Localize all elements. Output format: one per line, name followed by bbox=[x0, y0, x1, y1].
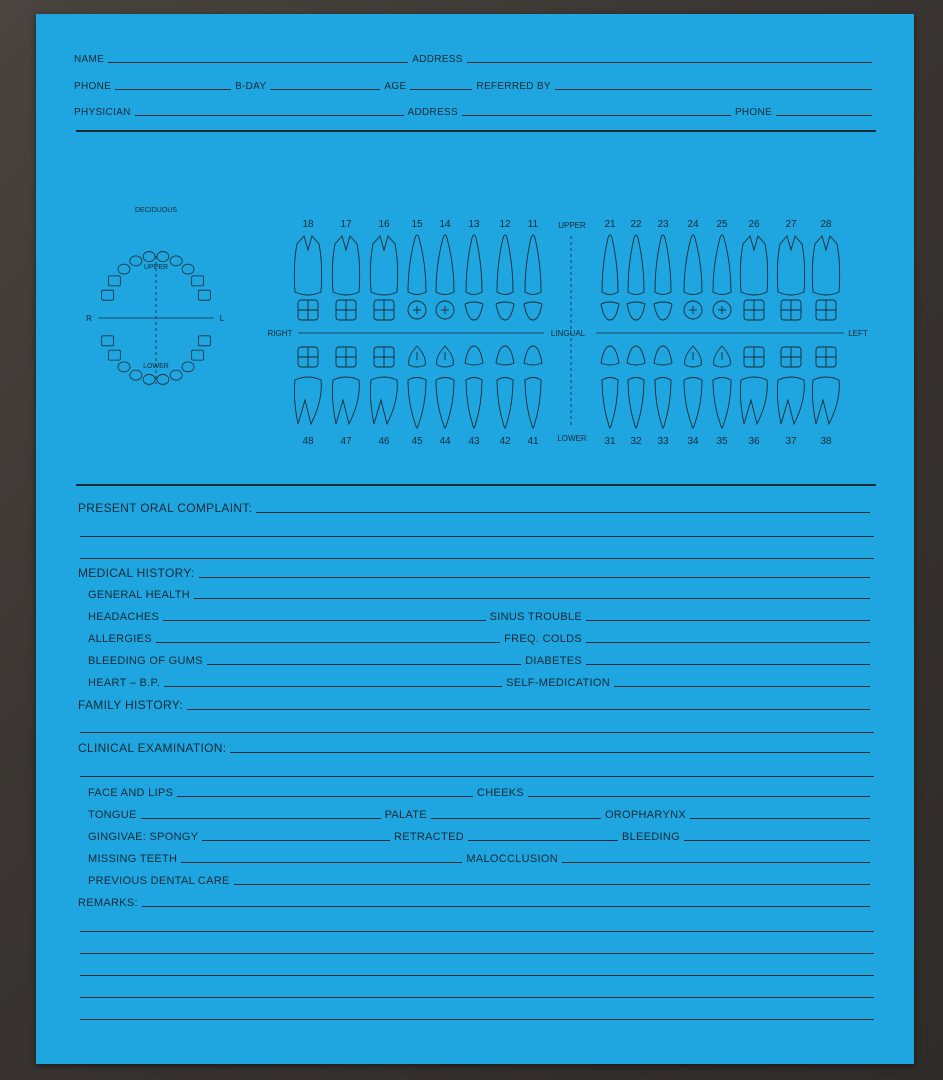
allergies-label: ALLERGIES bbox=[88, 633, 152, 645]
medical-history-label: MEDICAL HISTORY: bbox=[78, 566, 195, 580]
address-label: ADDRESS bbox=[412, 54, 463, 65]
allergies-field[interactable] bbox=[156, 641, 500, 643]
tooth-38[interactable] bbox=[812, 347, 839, 444]
tooth-46[interactable] bbox=[370, 347, 397, 444]
tooth-13[interactable] bbox=[465, 219, 483, 320]
tooth-number: 32 bbox=[630, 436, 642, 444]
remarks-label: REMARKS: bbox=[78, 897, 138, 909]
tooth-35[interactable] bbox=[713, 346, 731, 444]
upper-label: UPPER bbox=[558, 221, 586, 230]
tooth-number: 23 bbox=[657, 219, 669, 230]
missing-teeth-field[interactable] bbox=[181, 861, 462, 863]
physician-address-field[interactable] bbox=[462, 114, 731, 116]
tooth-number: 47 bbox=[340, 436, 352, 444]
tooth-28[interactable] bbox=[812, 219, 839, 320]
tooth-number: 27 bbox=[785, 219, 797, 230]
header-row-1 bbox=[74, 54, 876, 65]
remarks-field[interactable] bbox=[142, 905, 870, 907]
family-history-field[interactable] bbox=[187, 708, 870, 710]
tooth-18[interactable] bbox=[294, 219, 321, 320]
complaint-line-3[interactable] bbox=[80, 558, 874, 559]
tooth-number: 14 bbox=[439, 219, 451, 230]
tooth-number: 18 bbox=[302, 219, 314, 230]
deciduous-tooth[interactable] bbox=[198, 336, 210, 346]
complaint-line-2[interactable] bbox=[80, 536, 874, 537]
deciduous-tooth[interactable] bbox=[108, 276, 120, 286]
tooth-number: 37 bbox=[785, 436, 797, 444]
complaint-label: PRESENT ORAL COMPLAINT: bbox=[78, 501, 253, 515]
age-field[interactable] bbox=[410, 88, 472, 90]
headaches-row bbox=[88, 611, 874, 623]
bday-label: B-DAY bbox=[235, 81, 267, 92]
tooth-48[interactable] bbox=[294, 347, 321, 444]
freq-colds-label: FREQ. COLDS bbox=[504, 633, 582, 645]
remarks-line-4[interactable] bbox=[80, 975, 874, 976]
bleeding-gums-row bbox=[88, 655, 874, 667]
tooth-number: 42 bbox=[499, 436, 511, 444]
malocclusion-field[interactable] bbox=[562, 861, 870, 863]
face-lips-field[interactable] bbox=[177, 795, 473, 797]
clinical-exam-row bbox=[78, 741, 874, 755]
deciduous-tooth[interactable] bbox=[108, 350, 120, 360]
palate-field[interactable] bbox=[431, 817, 601, 819]
clinical-exam-line-2[interactable] bbox=[80, 776, 874, 777]
bday-field[interactable] bbox=[270, 88, 380, 90]
referred-by-field[interactable] bbox=[555, 88, 872, 90]
deciduous-tooth[interactable] bbox=[198, 290, 210, 300]
tooth-45[interactable] bbox=[408, 346, 426, 444]
phone-field[interactable] bbox=[115, 88, 231, 90]
malocclusion-label: MALOCCLUSION bbox=[466, 853, 558, 865]
tooth-number: 16 bbox=[378, 219, 390, 230]
previous-care-label: PREVIOUS DENTAL CARE bbox=[88, 875, 230, 887]
deciduous-tooth[interactable] bbox=[102, 290, 114, 300]
gingivae-row bbox=[88, 831, 874, 843]
bleeding-gums-label: BLEEDING OF GUMS bbox=[88, 655, 203, 667]
self-medication-field[interactable] bbox=[614, 685, 870, 687]
address-field[interactable] bbox=[467, 61, 872, 63]
tooth-number: 36 bbox=[748, 436, 760, 444]
headaches-label: HEADACHES bbox=[88, 611, 160, 623]
previous-care-row bbox=[88, 875, 874, 887]
tooth-17[interactable] bbox=[332, 219, 359, 320]
medical-history-field[interactable] bbox=[199, 576, 870, 578]
clinical-exam-label: CLINICAL EXAMINATION: bbox=[78, 741, 227, 755]
gingivae-spongy-label: GINGIVAE: SPONGY bbox=[88, 831, 199, 843]
bleeding-field[interactable] bbox=[684, 839, 870, 841]
tooth-47[interactable] bbox=[332, 347, 359, 444]
tooth-number: 34 bbox=[687, 436, 699, 444]
tooth-number: 26 bbox=[748, 219, 760, 230]
deciduous-tooth[interactable] bbox=[157, 374, 169, 384]
tooth-34[interactable] bbox=[684, 346, 702, 444]
tooth-11[interactable] bbox=[524, 219, 542, 320]
header-row-3 bbox=[74, 107, 876, 118]
tooth-number: 38 bbox=[820, 436, 832, 444]
complaint-row bbox=[78, 501, 874, 515]
tooth-36[interactable] bbox=[740, 347, 767, 444]
missing-teeth-row bbox=[88, 853, 874, 865]
tongue-row bbox=[88, 809, 874, 821]
physician-phone-label: PHONE bbox=[734, 107, 772, 118]
heart-bp-label: HEART – B.P. bbox=[88, 677, 161, 689]
deciduous-tooth[interactable] bbox=[143, 374, 155, 384]
face-lips-row bbox=[88, 787, 874, 799]
remarks-line-6[interactable] bbox=[80, 1019, 874, 1020]
retracted-label: RETRACTED bbox=[394, 831, 464, 843]
self-medication-label: SELF-MEDICATION bbox=[506, 677, 610, 689]
physician-phone-field[interactable] bbox=[776, 114, 872, 116]
cheeks-field[interactable] bbox=[528, 795, 870, 797]
chart-divider bbox=[76, 484, 876, 486]
tooth-33[interactable] bbox=[654, 346, 672, 444]
tooth-22[interactable] bbox=[627, 219, 645, 320]
right-label: RIGHT bbox=[267, 329, 293, 338]
clinical-exam-field[interactable] bbox=[230, 751, 870, 753]
tooth-number: 15 bbox=[411, 219, 423, 230]
deciduous-upper-label: UPPER bbox=[143, 264, 169, 271]
family-history-label: FAMILY HISTORY: bbox=[78, 698, 183, 712]
tooth-number: 11 bbox=[527, 219, 539, 230]
tooth-number: 43 bbox=[468, 436, 480, 444]
complaint-field[interactable] bbox=[256, 511, 870, 513]
tooth-14[interactable] bbox=[436, 219, 454, 319]
remarks-line-3[interactable] bbox=[80, 953, 874, 954]
oropharynx-label: OROPHARYNX bbox=[604, 809, 686, 821]
name-label: NAME bbox=[74, 54, 105, 65]
retracted-field[interactable] bbox=[468, 839, 618, 841]
phone-label: PHONE bbox=[74, 81, 112, 92]
tooth-number: 45 bbox=[411, 436, 423, 444]
remarks-row bbox=[78, 897, 874, 909]
deciduous-tooth[interactable] bbox=[157, 252, 169, 262]
tongue-field[interactable] bbox=[141, 817, 381, 819]
heart-bp-field[interactable] bbox=[164, 685, 502, 687]
tooth-number: 13 bbox=[468, 219, 480, 230]
tooth-24[interactable] bbox=[684, 219, 702, 319]
tooth-number: 12 bbox=[499, 219, 511, 230]
previous-care-field[interactable] bbox=[234, 883, 870, 885]
remarks-line-2[interactable] bbox=[80, 931, 874, 932]
referred-by-label: REFERRED BY bbox=[476, 81, 551, 92]
oropharynx-field[interactable] bbox=[690, 817, 870, 819]
physician-address-label: ADDRESS bbox=[407, 107, 458, 118]
tooth-15[interactable] bbox=[408, 219, 426, 319]
tooth-number: 35 bbox=[716, 436, 728, 444]
deciduous-tooth[interactable] bbox=[130, 370, 142, 380]
bleeding-label: BLEEDING bbox=[621, 831, 680, 843]
physician-label: PHYSICIAN bbox=[74, 107, 131, 118]
deciduous-tooth[interactable] bbox=[118, 362, 130, 372]
tooth-number: 44 bbox=[439, 436, 451, 444]
tooth-12[interactable] bbox=[496, 219, 514, 320]
cheeks-label: CHEEKS bbox=[476, 787, 524, 799]
heart-bp-row bbox=[88, 677, 874, 689]
general-health-field[interactable] bbox=[194, 597, 870, 599]
left-label: LEFT bbox=[848, 329, 868, 338]
tooth-37[interactable] bbox=[777, 347, 804, 444]
diabetes-field[interactable] bbox=[586, 663, 870, 665]
sinus-trouble-field[interactable] bbox=[586, 619, 870, 621]
header-row-2 bbox=[74, 81, 876, 92]
deciduous-tooth[interactable] bbox=[130, 256, 142, 266]
deciduous-tooth[interactable] bbox=[170, 256, 182, 266]
missing-teeth-label: MISSING TEETH bbox=[88, 853, 178, 865]
tooth-31[interactable] bbox=[601, 346, 619, 444]
tooth-number: 25 bbox=[716, 219, 728, 230]
header-divider bbox=[76, 130, 876, 132]
deciduous-tooth[interactable] bbox=[192, 350, 204, 360]
general-health-label: GENERAL HEALTH bbox=[88, 589, 191, 601]
bleeding-gums-field[interactable] bbox=[207, 663, 521, 665]
deciduous-tooth[interactable] bbox=[143, 252, 155, 262]
tooth-number: 46 bbox=[378, 436, 390, 444]
headaches-field[interactable] bbox=[163, 619, 485, 621]
deciduous-tooth[interactable] bbox=[170, 370, 182, 380]
tooth-32[interactable] bbox=[627, 346, 645, 444]
physician-field[interactable] bbox=[135, 114, 404, 116]
tooth-23[interactable] bbox=[654, 219, 672, 320]
tongue-label: TONGUE bbox=[88, 809, 137, 821]
diabetes-label: DIABETES bbox=[525, 655, 582, 667]
tooth-number: 21 bbox=[604, 219, 616, 230]
family-history-line-2[interactable] bbox=[80, 732, 874, 733]
tooth-number: 48 bbox=[302, 436, 314, 444]
dental-record-card bbox=[36, 14, 914, 1064]
tooth-number: 31 bbox=[604, 436, 616, 444]
gingivae-spongy-field[interactable] bbox=[202, 839, 390, 841]
tooth-number: 17 bbox=[340, 219, 352, 230]
face-lips-label: FACE AND LIPS bbox=[88, 787, 174, 799]
tooth-44[interactable] bbox=[436, 346, 454, 444]
deciduous-l-label: L bbox=[219, 314, 225, 323]
tooth-41[interactable] bbox=[524, 346, 542, 444]
tooth-43[interactable] bbox=[465, 346, 483, 444]
freq-colds-field[interactable] bbox=[586, 641, 870, 643]
remarks-line-5[interactable] bbox=[80, 997, 874, 998]
tooth-16[interactable] bbox=[370, 219, 397, 320]
palate-label: PALATE bbox=[384, 809, 427, 821]
tooth-26[interactable] bbox=[740, 219, 767, 320]
lower-label: LOWER bbox=[557, 434, 587, 443]
deciduous-tooth[interactable] bbox=[102, 336, 114, 346]
family-history-row bbox=[78, 698, 874, 712]
tooth-number: 41 bbox=[527, 436, 539, 444]
tooth-number: 28 bbox=[820, 219, 832, 230]
deciduous-lower-label: LOWER bbox=[143, 363, 169, 370]
lingual-label: LINGUAL bbox=[550, 329, 586, 338]
tooth-number: 33 bbox=[657, 436, 669, 444]
deciduous-tooth[interactable] bbox=[182, 264, 194, 274]
allergies-row bbox=[88, 633, 874, 645]
deciduous-r-label: R bbox=[86, 314, 92, 323]
tooth-25[interactable] bbox=[713, 219, 731, 319]
medical-history-row bbox=[78, 566, 874, 580]
age-label: AGE bbox=[384, 81, 407, 92]
deciduous-tooth[interactable] bbox=[118, 264, 130, 274]
sinus-trouble-label: SINUS TROUBLE bbox=[489, 611, 582, 623]
tooth-27[interactable] bbox=[777, 219, 804, 320]
general-health-row bbox=[88, 589, 874, 601]
tooth-chart bbox=[36, 194, 914, 444]
deciduous-tooth[interactable] bbox=[182, 362, 194, 372]
deciduous-label: DECIDUOUS bbox=[134, 207, 178, 214]
deciduous-tooth[interactable] bbox=[192, 276, 204, 286]
tooth-number: 22 bbox=[630, 219, 642, 230]
name-field[interactable] bbox=[108, 61, 408, 63]
tooth-number: 24 bbox=[687, 219, 699, 230]
tooth-42[interactable] bbox=[496, 346, 514, 444]
tooth-21[interactable] bbox=[601, 219, 619, 320]
